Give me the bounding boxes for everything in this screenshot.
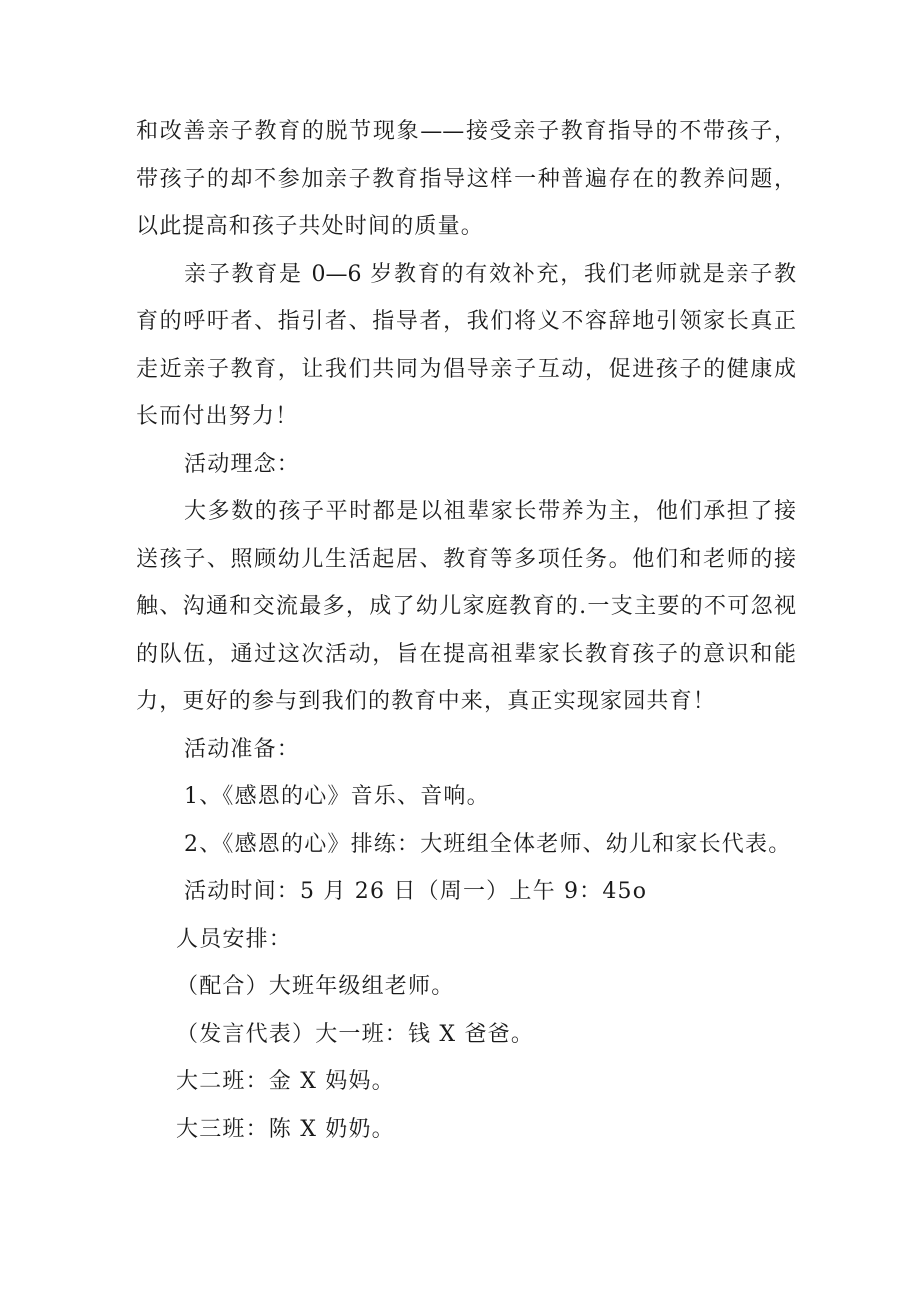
list-item: 大二班：金 X 妈妈。 xyxy=(176,1069,395,1094)
paragraph-line: 长而付出努力！ xyxy=(136,404,299,429)
section-heading: 活动准备： xyxy=(184,736,301,762)
paragraph-line: 亲子教育是 0—6 岁教育的有效补充，我们老师就是亲子教 xyxy=(184,261,796,287)
paragraph-line: 育的呼吁者、指引者、指导者，我们将义不容辞地引领家长真正 xyxy=(136,309,796,334)
paragraph-line: 以此提高和孩子共处时间的质量。 xyxy=(136,214,485,239)
paragraph-line: 送孩子、照顾幼儿生活起居、教育等多项任务。他们和老师的接 xyxy=(136,546,796,572)
paragraph-line: 走近亲子教育，让我们共同为倡导亲子互动，促进孩子的健康成 xyxy=(136,356,796,382)
list-item: 大三班：陈 X 奶奶。 xyxy=(176,1116,395,1142)
paragraph-line: 触、沟通和交流最多，成了幼儿家庭教育的.一支主要的不可忽视 xyxy=(136,594,796,619)
paragraph-line: 力，更好的参与到我们的教育中来，真正实现家园共育！ xyxy=(136,689,717,714)
paragraph-line: 大多数的孩子平时都是以祖辈家长带养为主，他们承担了接 xyxy=(184,499,796,524)
list-item: （发言代表）大一班：钱 X 爸爸。 xyxy=(176,1021,535,1047)
list-item: 1、《感恩的心》音乐、音响。 xyxy=(184,784,490,809)
list-item: 2、《感恩的心》排练：大班组全体老师、幼儿和家长代表。 xyxy=(184,831,792,857)
section-heading: 活动理念： xyxy=(184,451,301,477)
document-body xyxy=(136,108,796,1153)
paragraph-line: 和改善亲子教育的脱节现象——接受亲子教育指导的不带孩子， xyxy=(136,119,796,144)
section-heading: 人员安排： xyxy=(176,926,293,952)
activity-time: 活动时间：5 月 26 日（周一）上午 9：45o xyxy=(184,879,648,904)
list-item: （配合）大班年级组老师。 xyxy=(176,974,455,999)
paragraph-line: 带孩子的却不参加亲子教育指导这样一种普遍存在的教养问题， xyxy=(136,166,796,192)
paragraph-line: 的队伍，通过这次活动，旨在提高祖辈家长教育孩子的意识和能 xyxy=(136,641,796,667)
